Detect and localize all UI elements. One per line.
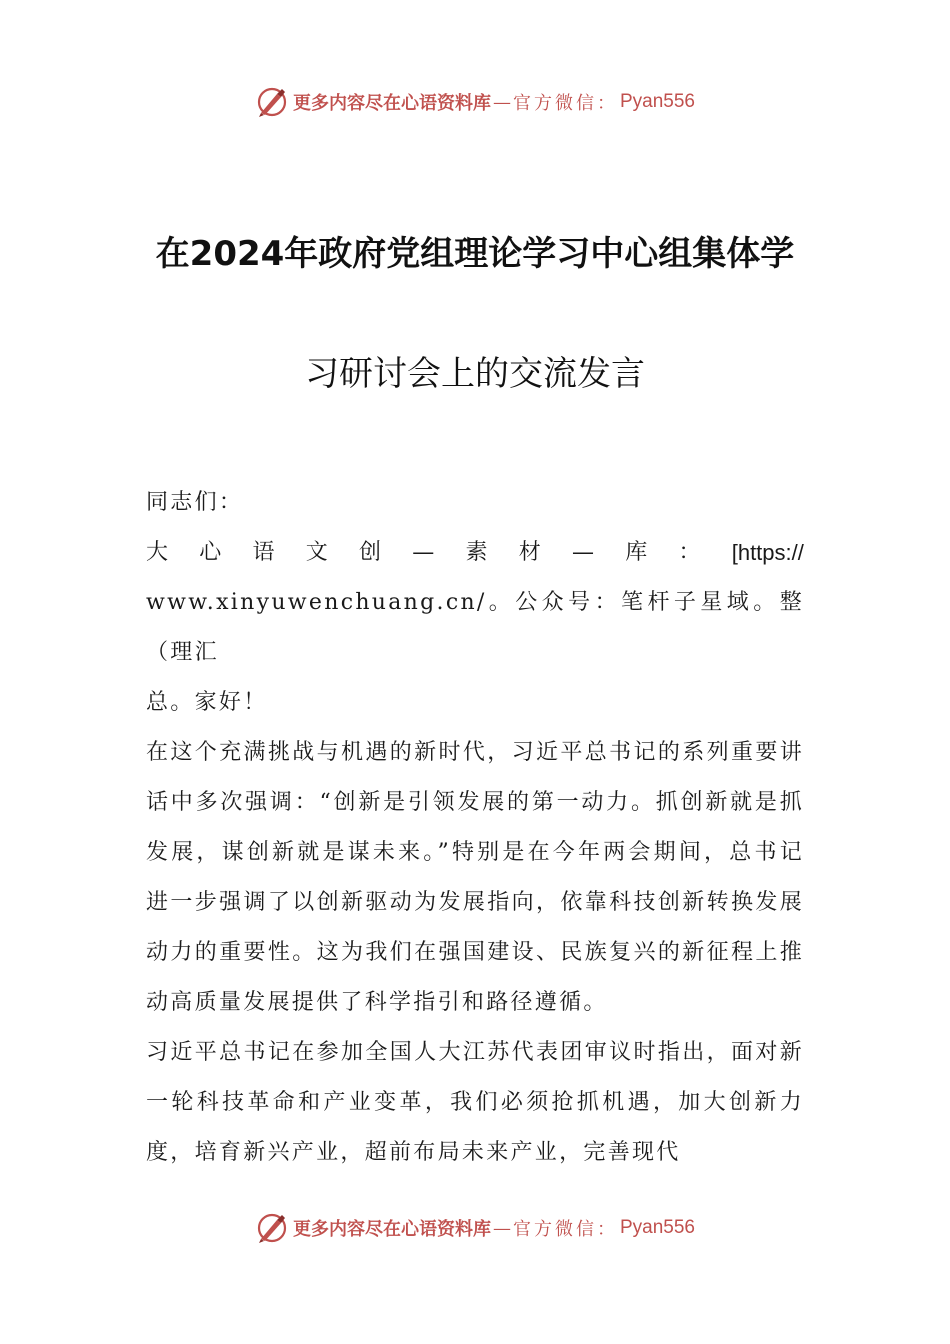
paragraph-2: 习近平总书记在参加全国人大江苏代表团审议时指出，面对新一轮科技革命和产业变革，我们必须抢抓机遇，加大创新力度，培育新兴产业，超前布局未来产业，完善现代	[146, 1040, 804, 1165]
spread-url-start: [https://	[731, 540, 804, 565]
page-title-line-1: 在2024年政府党组理论学习中心组集体学	[155, 234, 795, 274]
banner-wechat-id: Pyan556	[619, 91, 695, 112]
spread-char: 材	[518, 540, 541, 565]
paragraph-1: 在这个充满挑战与机遇的新时代，习近平总书记的系列重要讲话中多次强调：“创新是引领发展的第一动力。抓创新就是抓发展，谋创新就是谋未来。”特别是在今年两会期间，总书记进一步强调了以创新驱动为发展指向，依靠科技创新转换发展动力的重要性。这为我们在强国建设、民族复兴的新征程上推动高质量发展提供了科学指引和路径遵循。	[146, 740, 804, 1015]
banner-wechat-id: Pyan556	[619, 1217, 695, 1238]
greeting-end-line: 总。家好！	[146, 690, 268, 715]
banner-dash: —	[492, 1217, 511, 1239]
spread-char: 语	[252, 540, 275, 565]
spread-char: —	[571, 540, 594, 565]
footer-banner	[0, 1208, 950, 1248]
page-title-line-2: 习研讨会上的交流发言	[305, 354, 645, 394]
spread-line	[146, 528, 804, 578]
spread-char: —	[412, 540, 435, 565]
spread-char: 文	[305, 540, 328, 565]
banner-wechat-label: 官方微信：	[512, 93, 618, 114]
spread-char: 创	[359, 540, 382, 565]
pen-logo-icon	[255, 1211, 289, 1245]
url-line: www.xinyuwenchuang.cn/。公众号：笔杆子星域。整（理汇	[146, 590, 804, 665]
header-banner	[0, 82, 950, 122]
spread-char: 库	[625, 540, 648, 565]
salutation: 同志们：	[146, 490, 244, 515]
spread-char: 大	[146, 540, 169, 565]
banner-dash: —	[492, 91, 511, 113]
banner-wechat-label: 官方微信：	[512, 1219, 618, 1240]
document-body	[146, 478, 804, 1178]
banner-slogan: 更多内容尽在心语资料库	[292, 93, 491, 114]
spread-char: 素	[465, 540, 488, 565]
pen-logo-icon	[255, 85, 289, 119]
spread-char: 心	[199, 540, 222, 565]
banner-slogan: 更多内容尽在心语资料库	[292, 1219, 491, 1240]
spread-char: ：	[678, 540, 701, 565]
